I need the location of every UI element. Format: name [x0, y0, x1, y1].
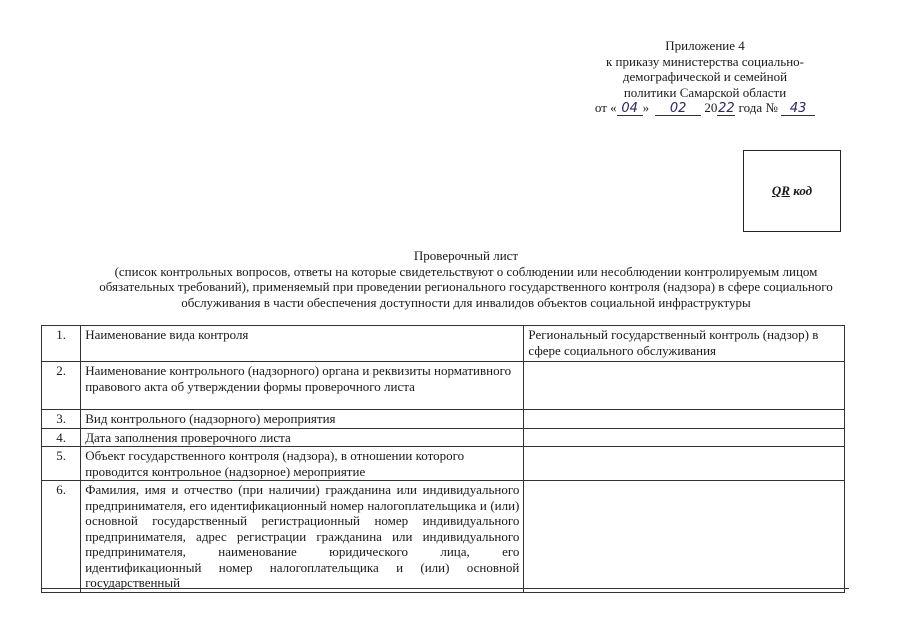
qr-label-rest: код — [789, 183, 813, 198]
number-prefix: года № — [738, 100, 778, 115]
row-number: 4. — [42, 428, 81, 447]
table-row — [42, 481, 845, 593]
table-row — [42, 410, 845, 429]
row-number: 2. — [42, 362, 81, 410]
table-row — [42, 428, 845, 447]
qr-label — [772, 183, 812, 199]
row-answer: Региональный государственный контроль (надзор) в сфере социального обслуживания — [524, 326, 845, 362]
row-question: Фамилия, имя и отчество (при наличии) гражданина или индивидуального предпринимателя, его идентификационный номер налогоплательщика и (или) основной государственный регистрационный номер индивидуального предпринимателя, адрес регистрации гражданина или индивидуального предпринимателя, наименование юридического лица, его идентификационный номер налогоплательщика и (или) основной государственный — [81, 481, 524, 593]
row-answer — [524, 362, 845, 410]
page-bottom-rule — [41, 588, 849, 589]
row-answer — [524, 410, 845, 429]
row-number: 6. — [42, 481, 81, 593]
row-answer — [524, 481, 845, 593]
appendix-line: к приказу министерства социально- — [605, 53, 804, 69]
title-heading: Проверочный лист — [413, 248, 519, 263]
appendix-header — [560, 38, 850, 116]
row-question: Объект государственного контроля (надзора), в отношении которого проводится контрольное (надзорное) мероприятие — [81, 447, 524, 481]
year-prefix: 20 — [704, 100, 718, 115]
row-question: Вид контрольного (надзорного) мероприятия — [81, 410, 524, 429]
title-line: обязательных требований), применяемый при проведении регионального государственного контроля (надзора) в сфере социального — [99, 279, 833, 294]
row-number: 1. — [42, 326, 81, 362]
row-question: Наименование контрольного (надзорного) органа и реквизиты нормативного правового акта об утверждении формы проверочного листа — [81, 362, 524, 410]
checklist-table — [41, 325, 845, 593]
document-title — [40, 248, 892, 310]
qr-code-placeholder — [743, 150, 841, 232]
row-number: 5. — [42, 447, 81, 481]
title-line: (список контрольных вопросов, ответы на которые свидетельствуют о соблюдении или несоблюдении контролируемым лицом — [114, 263, 818, 279]
title-line: обслуживания в части обеспечения доступности для инвалидов объектов социальной инфраструктуры — [181, 294, 751, 310]
row-answer — [524, 447, 845, 481]
order-date-line — [560, 100, 850, 116]
handwritten-year: 22 — [718, 101, 735, 116]
row-question: Дата заполнения проверочного листа — [81, 428, 524, 447]
date-prefix: от « — [594, 100, 617, 115]
table-row — [42, 326, 845, 362]
handwritten-day: 04 — [617, 102, 643, 116]
table-row — [42, 447, 845, 481]
appendix-line: Приложение 4 — [665, 38, 745, 53]
appendix-line: политики Самарской области — [623, 84, 787, 100]
row-number: 3. — [42, 410, 81, 429]
row-answer — [524, 428, 845, 447]
table-row — [42, 362, 845, 410]
handwritten-month: 02 — [655, 102, 701, 116]
handwritten-order-number: 43 — [781, 102, 815, 116]
row-question: Наименование вида контроля — [81, 326, 524, 362]
day-suffix: » — [642, 100, 650, 115]
qr-label-underlined: QR — [771, 183, 790, 198]
appendix-line: демографической и семейной — [622, 69, 788, 84]
